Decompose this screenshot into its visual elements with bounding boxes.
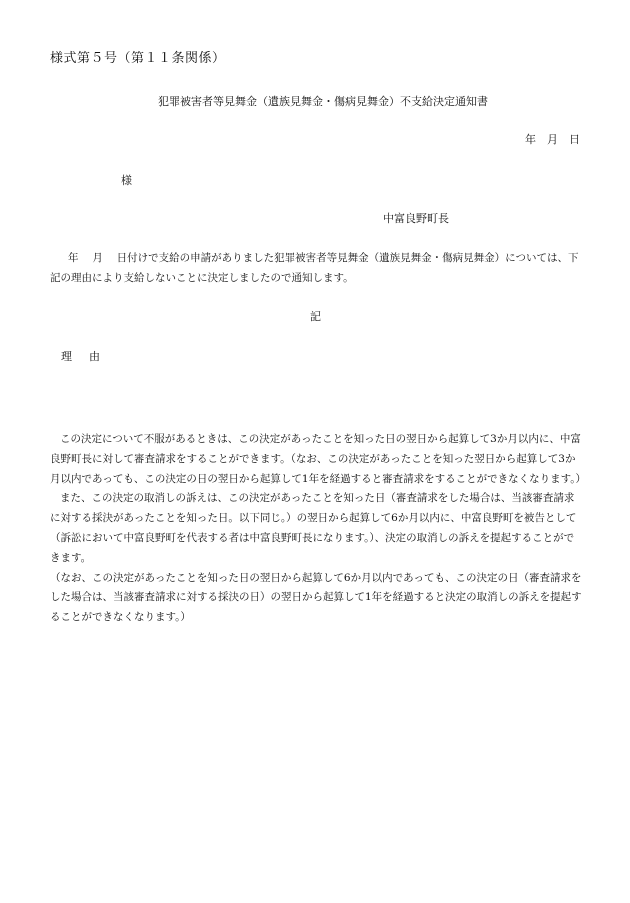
- appeal-notice: [50, 430, 586, 628]
- body-paragraph: 年 月 日付けで支給の申請がありました犯罪被害者等見舞金（遺族見舞金・傷病見舞金）については、下記の理由により支給しないことに決定しましたので通知します。: [50, 252, 579, 284]
- ki-marker: 記: [310, 310, 321, 323]
- notice-paragraph-review: この決定について不服があるときは、この決定があったことを知った日の翌日から起算して3か月以内に、中富良野町長に対して審査請求をすることができます。（なお、この決定があったことを知った翌日から起算して3か月以内であっても、この決定の日の翌日から起算して1年を経過すると審査請求をすることができなくなります。）: [50, 433, 586, 485]
- issuer-name: 中富良野町長: [383, 212, 449, 225]
- notice-paragraph-deadline: （なお、この決定があったことを知った日の翌日から起算して6か月以内であっても、この決定の日（審査請求をした場合は、当該審査請求に対する採決の日）の翌日から起算して1年を経過すると決定の取消しの訴えを提起することができなくなります。）: [50, 571, 582, 624]
- document-title: 犯罪被害者等見舞金（遺族見舞金・傷病見舞金）不支給決定通知書: [158, 95, 488, 108]
- notice-paragraph-lawsuit: また、この決定の取消しの訴えは、この決定があったことを知った日（審査請求をした場合は、当該審査請求に対する採決があったことを知った日。以下同じ。）の翌日から起算して6か月以内に、中富良野町を被告として（訴訟において中富良野町を代表する者は中富良野町長になります。）、決定の取消しの訴えを提起することができます。: [50, 492, 577, 564]
- form-number: 様式第５号（第１１条関係）: [50, 51, 226, 66]
- date-line: 年 月 日: [525, 133, 580, 146]
- recipient-line: 様: [121, 174, 132, 187]
- reason-label: 理 由: [61, 350, 103, 363]
